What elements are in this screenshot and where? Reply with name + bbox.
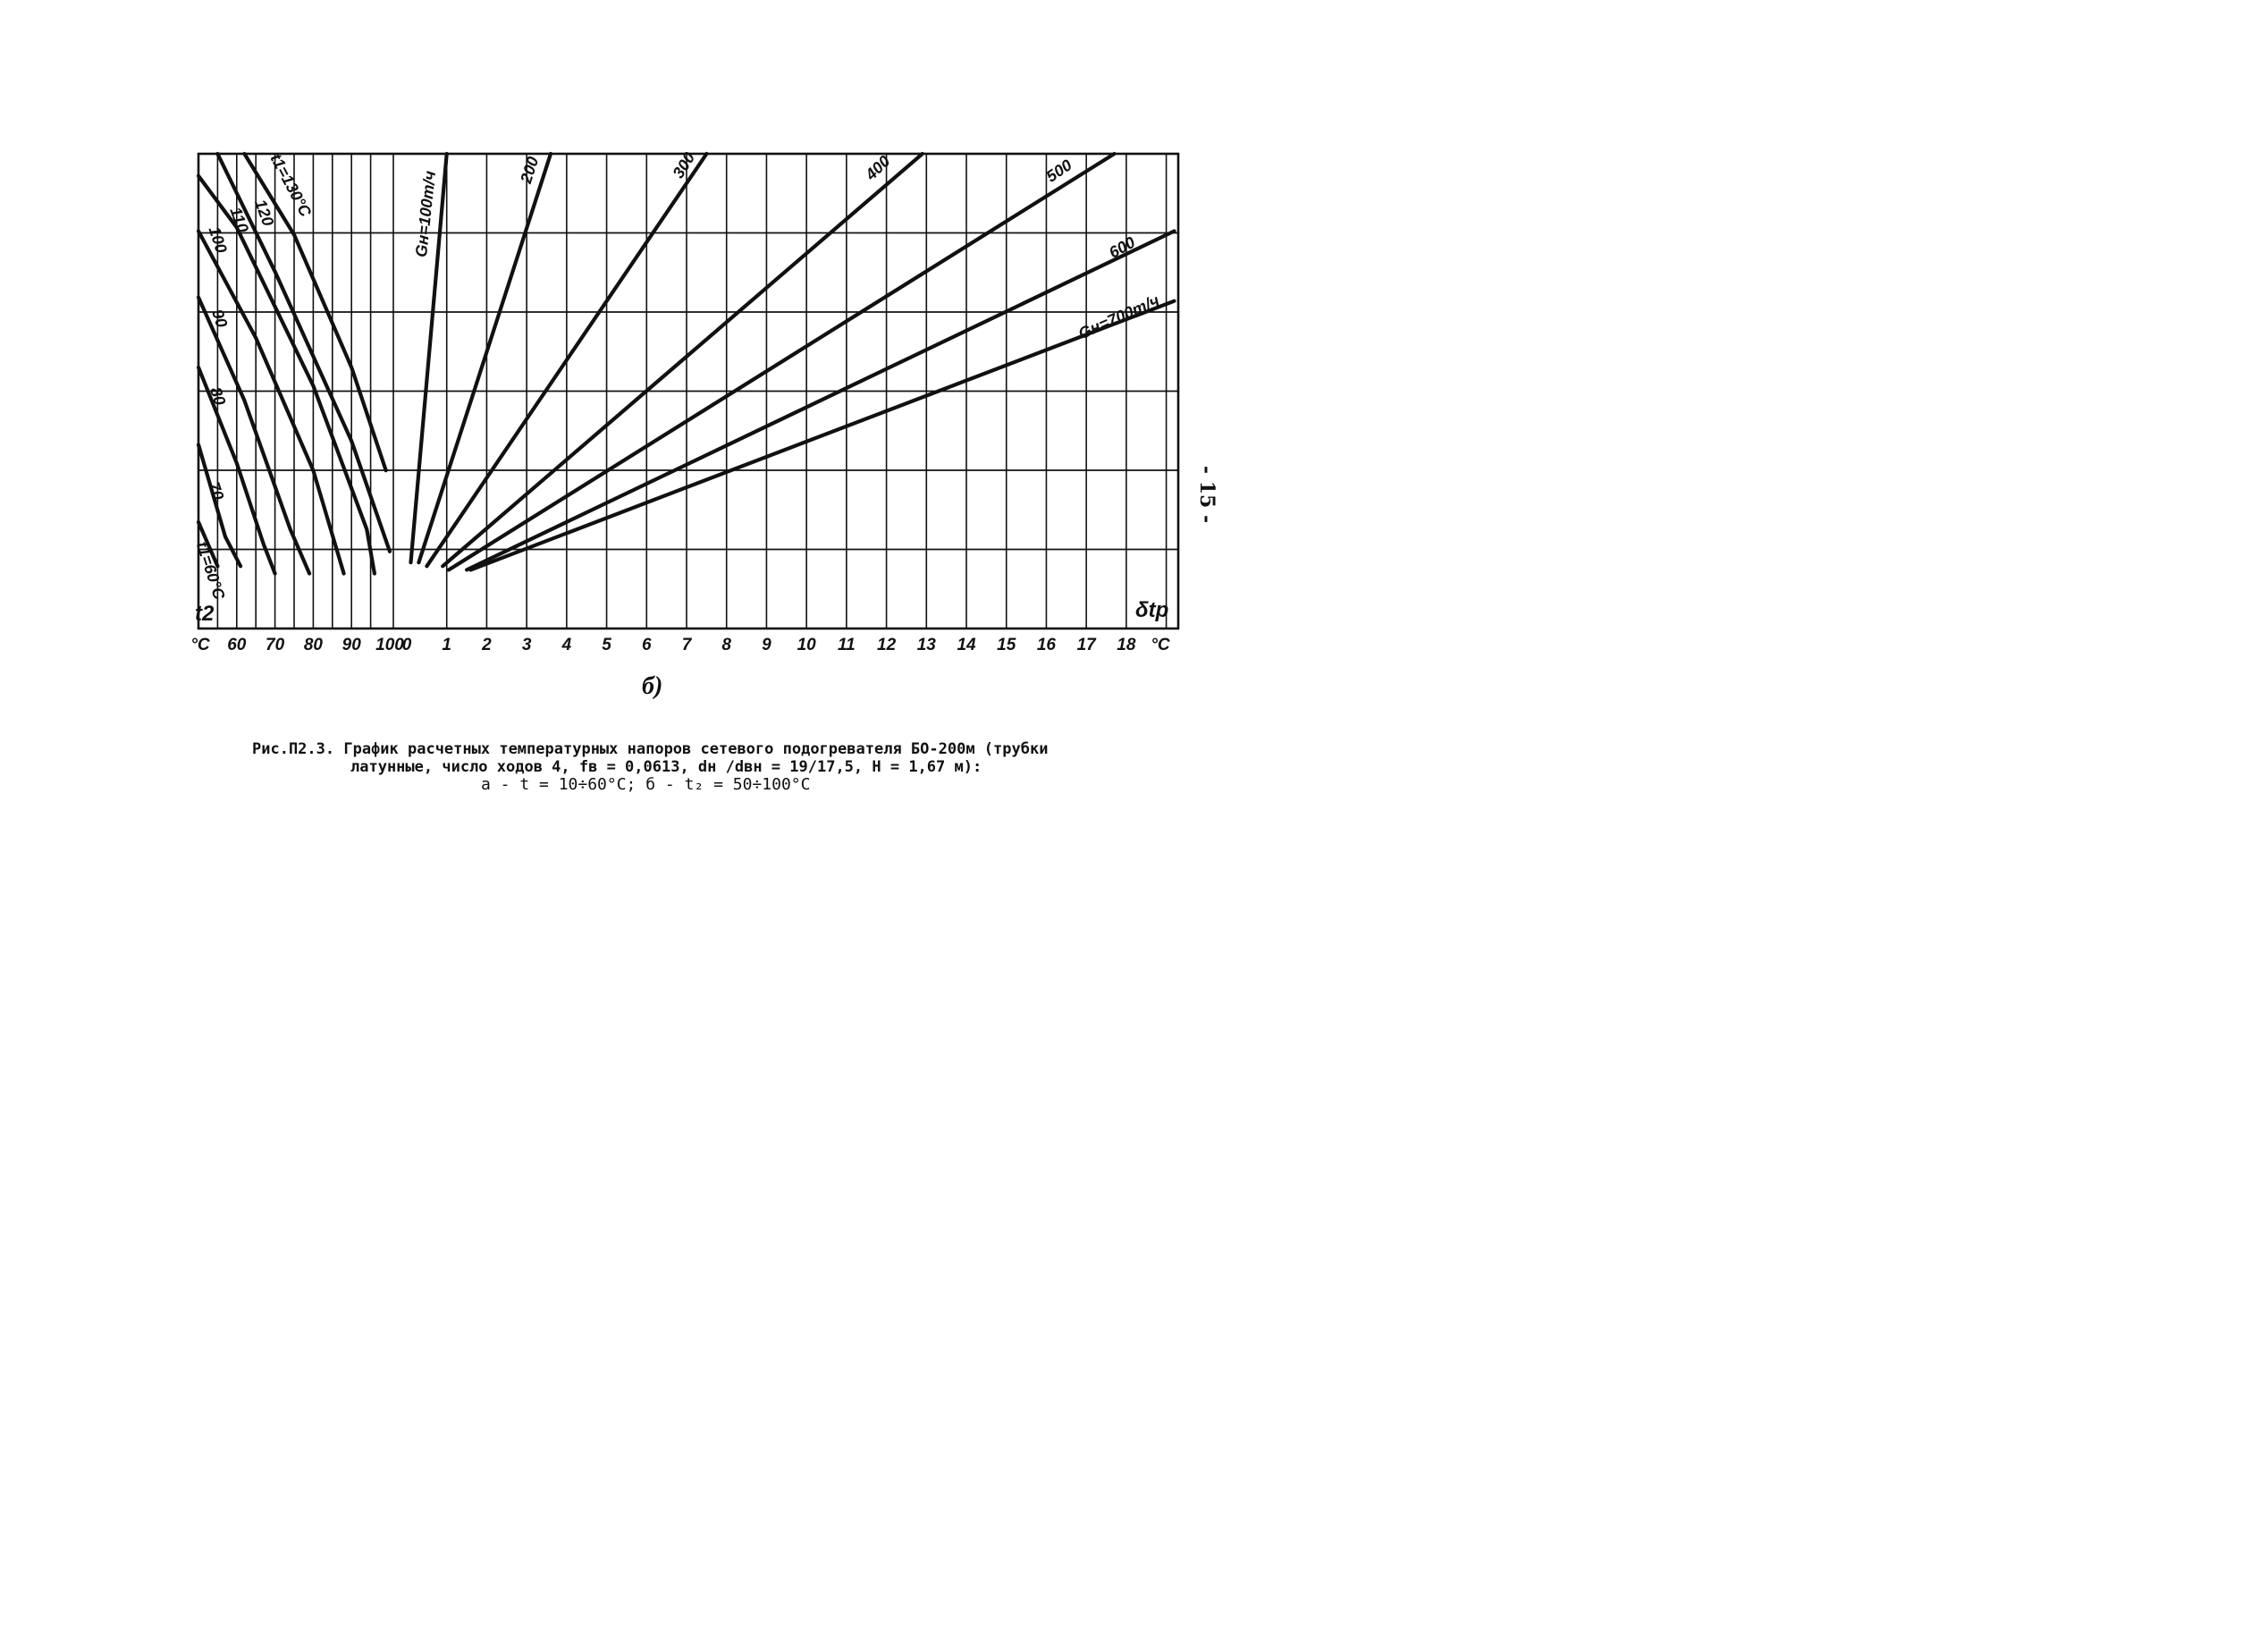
right-curve <box>418 154 551 562</box>
x-tick-label-right: 3 <box>521 636 532 654</box>
x-tick-label-right: 9 <box>762 636 771 654</box>
curve-label-right: 200 <box>517 154 543 186</box>
x-tick-label-right: 4 <box>561 636 572 654</box>
x-tick-label-left: 80 <box>303 636 323 654</box>
chart <box>0 0 1387 1001</box>
chart-curve-labels <box>193 149 1162 603</box>
chart-tick-labels <box>190 598 1170 654</box>
x-tick-label-left: 100 <box>375 636 404 654</box>
x-axis-label-right: δtр <box>1135 598 1169 622</box>
caption-line-1: Рис.П2.3. График расчетных температурных напоров сетевого подогревателя БО-200м (трубки <box>252 740 1049 758</box>
curve-label-left: 120 <box>251 197 278 229</box>
x-unit-left: °C <box>190 636 210 654</box>
curve-label-right: 300 <box>669 148 699 181</box>
caption-line-2: латунные, число ходов 4, fв = 0,0613, dн /dвн = 19/17,5, H = 1,67 м): <box>350 758 982 776</box>
x-tick-label-right: 17 <box>1076 636 1096 654</box>
x-tick-label-right: 6 <box>642 636 652 654</box>
curve-label-left: 110 <box>226 205 252 235</box>
x-tick-label-right: 7 <box>681 636 692 654</box>
curve-label-left: 80 <box>207 384 230 408</box>
x-tick-label-right: 2 <box>482 636 492 654</box>
x-axis-label-left: t2 <box>195 602 215 626</box>
figure-caption <box>252 740 1173 794</box>
curve-label-left: t1=60°C <box>192 539 229 602</box>
x-tick-label-left: 60 <box>227 636 247 654</box>
x-tick-label-right: 8 <box>721 636 732 654</box>
caption-line-3: a - t = 10÷60°C; б - t₂ = 50÷100°C <box>481 775 811 794</box>
right-curve <box>467 232 1174 570</box>
x-tick-label-right: 18 <box>1117 636 1136 654</box>
curve-label-right: Gн=700т/ч <box>1075 291 1162 343</box>
panel-label: б) <box>642 672 663 700</box>
x-unit-right: °C <box>1151 636 1170 654</box>
curve-label-right: 400 <box>862 152 894 184</box>
chart-grid <box>198 154 1178 629</box>
x-tick-label-left: 90 <box>341 636 361 654</box>
x-tick-label-right: 15 <box>997 636 1016 654</box>
curve-label-right: Gн=100т/ч <box>412 170 440 258</box>
x-tick-label-right: 5 <box>602 636 611 654</box>
curve-label-left: 70 <box>205 479 228 502</box>
x-tick-label-left: 70 <box>266 636 285 654</box>
curve-label-right: 600 <box>1106 232 1139 262</box>
x-tick-label-right: 1 <box>442 636 452 654</box>
right-curve <box>471 301 1175 570</box>
curve-label-right: 500 <box>1042 156 1075 186</box>
x-tick-label-right: 13 <box>916 636 936 654</box>
page-number: - 15 - <box>1195 465 1219 524</box>
x-tick-label-right: 16 <box>1036 636 1057 654</box>
x-tick-label-right: 11 <box>837 636 856 654</box>
x-tick-label-right: 14 <box>957 636 976 654</box>
left-curve <box>198 298 309 574</box>
x-tick-label-right: 12 <box>877 636 897 654</box>
x-tick-label-right: 10 <box>797 636 816 654</box>
curve-label-left: 100 <box>205 224 231 256</box>
right-curve <box>443 154 923 566</box>
curve-label-left: t1=130°C <box>266 150 316 220</box>
curve-label-left: 90 <box>208 307 232 330</box>
x-tick-label-right: 0 <box>401 636 412 654</box>
